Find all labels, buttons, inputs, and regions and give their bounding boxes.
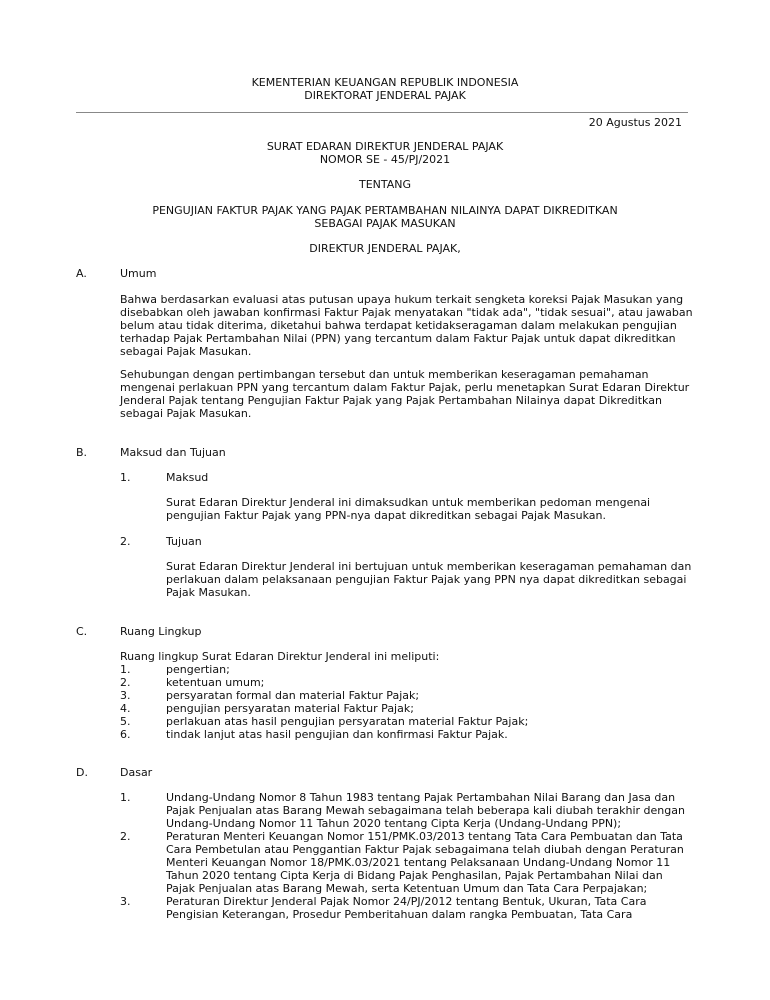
tentang-label: TENTANG [358,178,412,191]
text-line: ketentuan umum; [166,676,265,689]
section-a-heading: Umum [120,267,157,280]
text-line: perlakuan dalam pelaksanaan pengujian Faktur Pajak yang PPN nya dapat dikreditkan sebagai [166,573,687,586]
list-item-text [166,676,528,689]
subject-line-1: PENGUJIAN FAKTUR PAJAK YANG PAJAK PERTAMBAHAN NILAINYA DAPAT DIKREDITKAN [152,204,618,217]
subject-line-2: SEBAGAI PAJAK MASUKAN [314,217,456,230]
list-item-number: 1. [120,663,131,676]
text-line: Cara Pembetulan atau Penggantian Faktur Pajak sebagaimana telah diubah dengan Peraturan [166,843,684,856]
text-line: Bahwa berdasarkan evaluasi atas putusan upaya hukum terkait sengketa koreksi Pajak Masukan yang [120,293,684,306]
text-line: Surat Edaran Direktur Jenderal ini bertujuan untuk memberikan keseragaman pemahaman dan [166,560,692,573]
text-line: Pajak Penjualan atas Barang Mewah, serta Ketentuan Umum dan Tata Cara Perpajakan; [166,882,648,895]
text-line: disebabkan oleh jawaban konfirmasi Faktur Pajak menyatakan "tidak ada", "tidak sesuai", atau jawaban [120,306,693,319]
list-item [120,791,685,830]
section-a-letter: A. [76,267,87,280]
text-line: Undang-Undang Nomor 8 Tahun 1983 tentang Pajak Pertambahan Nilai Barang dan Jasa dan [166,791,676,804]
text-line: terhadap Pajak Pertambahan Nilai (PPN) yang tercantum dalam Faktur Pajak untuk dapat dikreditkan [120,332,676,345]
list-item [120,689,528,702]
list-item-number: 2. [120,830,131,843]
section-b-letter: B. [76,446,88,459]
text-line: Jenderal Pajak tentang Pengujian Faktur Pajak yang Pajak Pertambahan Nilainya dapat Dikreditkan [120,394,662,407]
list-item-number: 6. [120,728,131,741]
list-item-text [166,728,528,741]
text-line: pengertian; [166,663,230,676]
text-line: Undang-Undang Nomor 11 Tahun 2020 tentang Cipta Kerja (Undang-Undang PPN); [166,817,622,830]
list-item-number: 5. [120,715,131,728]
section-a-paragraph-2 [120,368,689,420]
section-b-item-1-heading: Maksud [166,471,209,484]
text-line: mengenai perlakuan PPN yang tercantum dalam Faktur Pajak, perlu menetapkan Surat Edaran Direktur [120,381,690,394]
section-b-item-2-text [166,560,691,599]
section-d-heading: Dasar [120,766,153,779]
list-item [120,715,528,728]
section-c-heading: Ruang Lingkup [120,625,202,638]
list-item-number: 2. [120,676,131,689]
text-line: sebagai Pajak Masukan. [120,407,252,420]
section-a-paragraph-1 [120,293,693,358]
text-line: Pajak Penjualan atas Barang Mewah sebagaimana telah beberapa kali diubah terakhir dengan [166,804,685,817]
section-c-intro: Ruang lingkup Surat Edaran Direktur Jenderal ini meliputi: [120,650,440,663]
text-line: Pajak Masukan. [166,586,251,599]
list-item-number: 3. [120,689,131,702]
text-line: pengujian Faktur Pajak yang PPN-nya dapat dikreditkan sebagai Pajak Masukan. [166,509,606,522]
text-line: Sehubungan dengan pertimbangan tersebut dan untuk memberikan keseragaman pemahaman [120,368,649,381]
section-c-letter: C. [76,625,88,638]
section-d-list [120,791,685,921]
ministry-name: KEMENTERIAN KEUANGAN REPUBLIK INDONESIA [251,76,519,89]
text-line: Peraturan Menteri Keuangan Nomor 151/PMK.03/2013 tentang Tata Cara Pembuatan dan Tata [166,830,683,843]
section-d-letter: D. [76,766,88,779]
text-line: Peraturan Direktur Jenderal Pajak Nomor 24/PJ/2012 tentang Bentuk, Ukuran, Tata Cara [166,895,647,908]
signatory-title: DIREKTUR JENDERAL PAJAK, [309,242,461,255]
list-item-text [166,715,528,728]
list-item [120,663,528,676]
text-line: belum atau tidak diterima, diketahui bahwa terdapat ketidakseragaman dalam melakukan pengujian [120,319,677,332]
list-item [120,702,528,715]
section-c-list [120,663,528,741]
text-line: tindak lanjut atas hasil pengujian dan konfirmasi Faktur Pajak. [166,728,508,741]
text-line: persyaratan formal dan material Faktur Pajak; [166,689,420,702]
list-item-text [166,702,528,715]
directorate-name: DIREKTORAT JENDERAL PAJAK [304,89,466,102]
text-line: pengujian persyaratan material Faktur Pajak; [166,702,414,715]
list-item [120,895,685,921]
header-divider [76,112,688,113]
list-item-number: 3. [120,895,131,908]
list-item-text [166,830,685,895]
section-b-item-1-number: 1. [120,471,131,484]
list-item [120,676,528,689]
text-line: perlakuan atas hasil pengujian persyaratan material Faktur Pajak; [166,715,529,728]
document-number: NOMOR SE - 45/PJ/2021 [319,153,451,166]
list-item-number: 1. [120,791,131,804]
list-item-number: 4. [120,702,131,715]
text-line: Surat Edaran Direktur Jenderal ini dimaksudkan untuk memberikan pedoman mengenai [166,496,651,509]
list-item [120,728,528,741]
text-line: Menteri Keuangan Nomor 18/PMK.03/2021 tentang Pelaksanaan Undang-Undang Nomor 11 [166,856,671,869]
text-line: sebagai Pajak Masukan. [120,345,252,358]
section-b-item-2-heading: Tujuan [166,535,202,548]
document-type: SURAT EDARAN DIREKTUR JENDERAL PAJAK [266,140,504,153]
section-b-item-2-number: 2. [120,535,131,548]
text-line: Tahun 2020 tentang Cipta Kerja di Bidang Pajak Penghasilan, Pajak Pertambahan Nilai dan [166,869,663,882]
document-date: 20 Agustus 2021 [588,116,682,129]
section-b-heading: Maksud dan Tujuan [120,446,226,459]
section-b-item-1-text [166,496,650,522]
list-item-text [166,663,528,676]
list-item-text [166,791,685,830]
list-item [120,830,685,895]
text-line: Pengisian Keterangan, Prosedur Pemberitahuan dalam rangka Pembuatan, Tata Cara [166,908,633,921]
list-item-text [166,895,685,921]
list-item-text [166,689,528,702]
